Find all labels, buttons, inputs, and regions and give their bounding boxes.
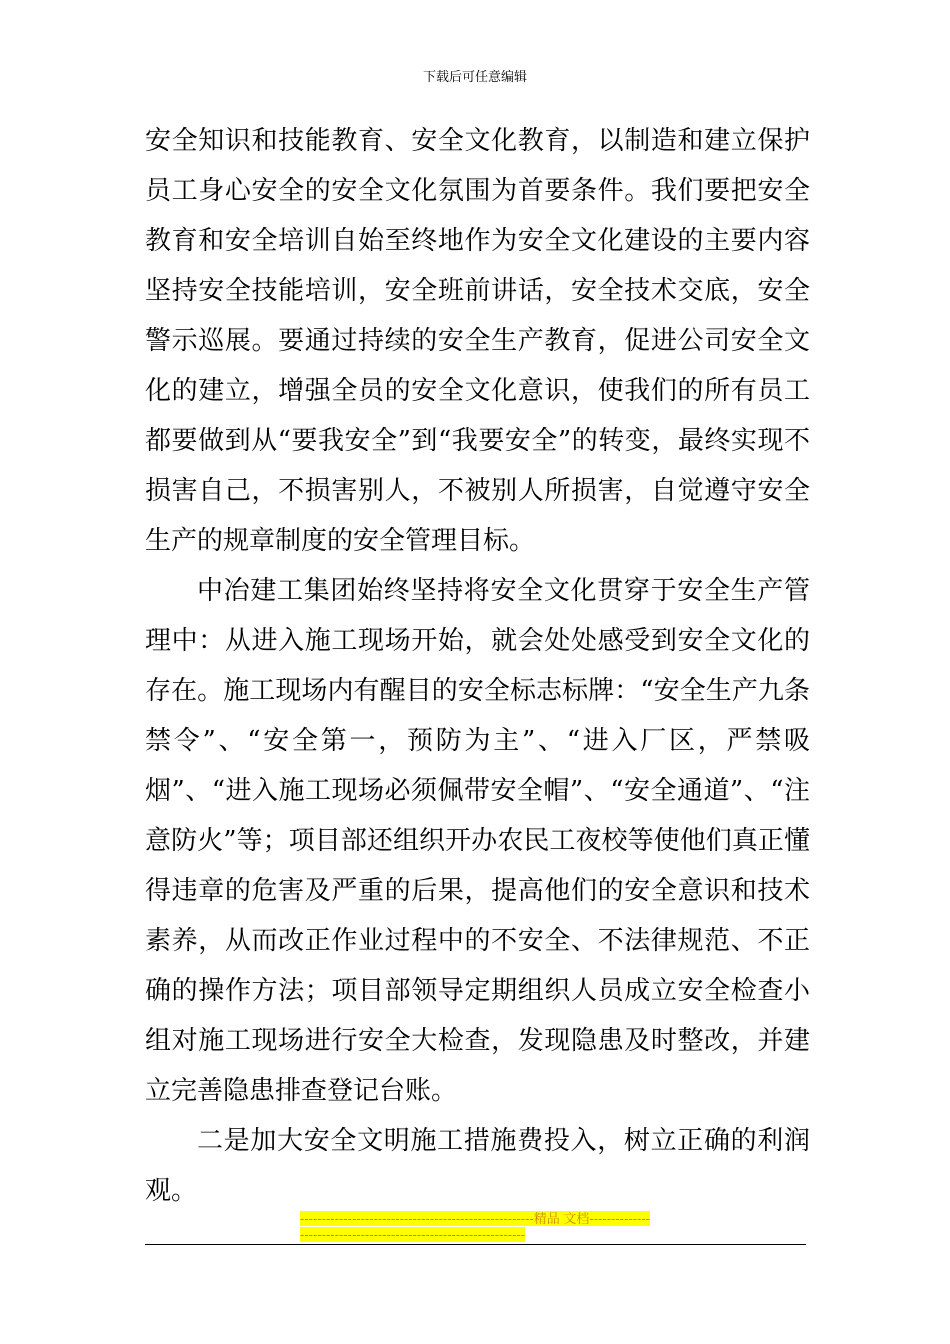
paragraph-2: 中冶建工集团始终坚持将安全文化贯穿于安全生产管理中：从进入施工现场开始，就会处处感受到安全文化的存在。施工现场内有醒目的安全标志标牌：“安全生产九条禁令”、“安全第一，预防为主”、“进入厂区，严禁吸烟”、“进入施工现场必须佩带安全帽”、“安全通道”、“注意防火”等；项目部还组织开办农民工夜校等使他们真正懂得违章的危害及严重的后果，提高他们的安全意识和技术素养，从而改正作业过程中的不安全、不法律规范、不正确的操作方法；项目部领导定期组织人员成立安全检查小组对施工现场进行安全大检查，发现隐患及时整改，并建立完善隐患排查登记台账。 (145, 576, 810, 1106)
footer-divider (145, 1244, 806, 1245)
paragraph-3: 二是加大安全文明施工措施费投入，树立正确的利润观。 (145, 1126, 810, 1206)
page-header: 下载后可任意编辑 (422, 70, 527, 85)
footer-watermark (300, 1211, 650, 1243)
paragraph-1: 安全知识和技能教育、安全文化教育，以制造和建立保护员工身心安全的安全文化氛围为首要条件。我们要把安全教育和安全培训自始至终地作为安全文化建设的主要内容坚持安全技能培训，安全班前讲话，安全技术交底，安全警示巡展。要通过持续的安全生产教育，促进公司安全文化的建立，增强全员的安全文化意识，使我们的所有员工都要做到从“要我安全”到“我要安全”的转变，最终实现不损害自己，不损害别人，不被别人所损害，自觉遵守安全生产的规章制度的安全管理目标。 (145, 126, 810, 556)
body-text (145, 116, 810, 1216)
footer-watermark-text: ------------------------------------------------------精品 文档------------------------------------------------------------------ (300, 1211, 650, 1242)
